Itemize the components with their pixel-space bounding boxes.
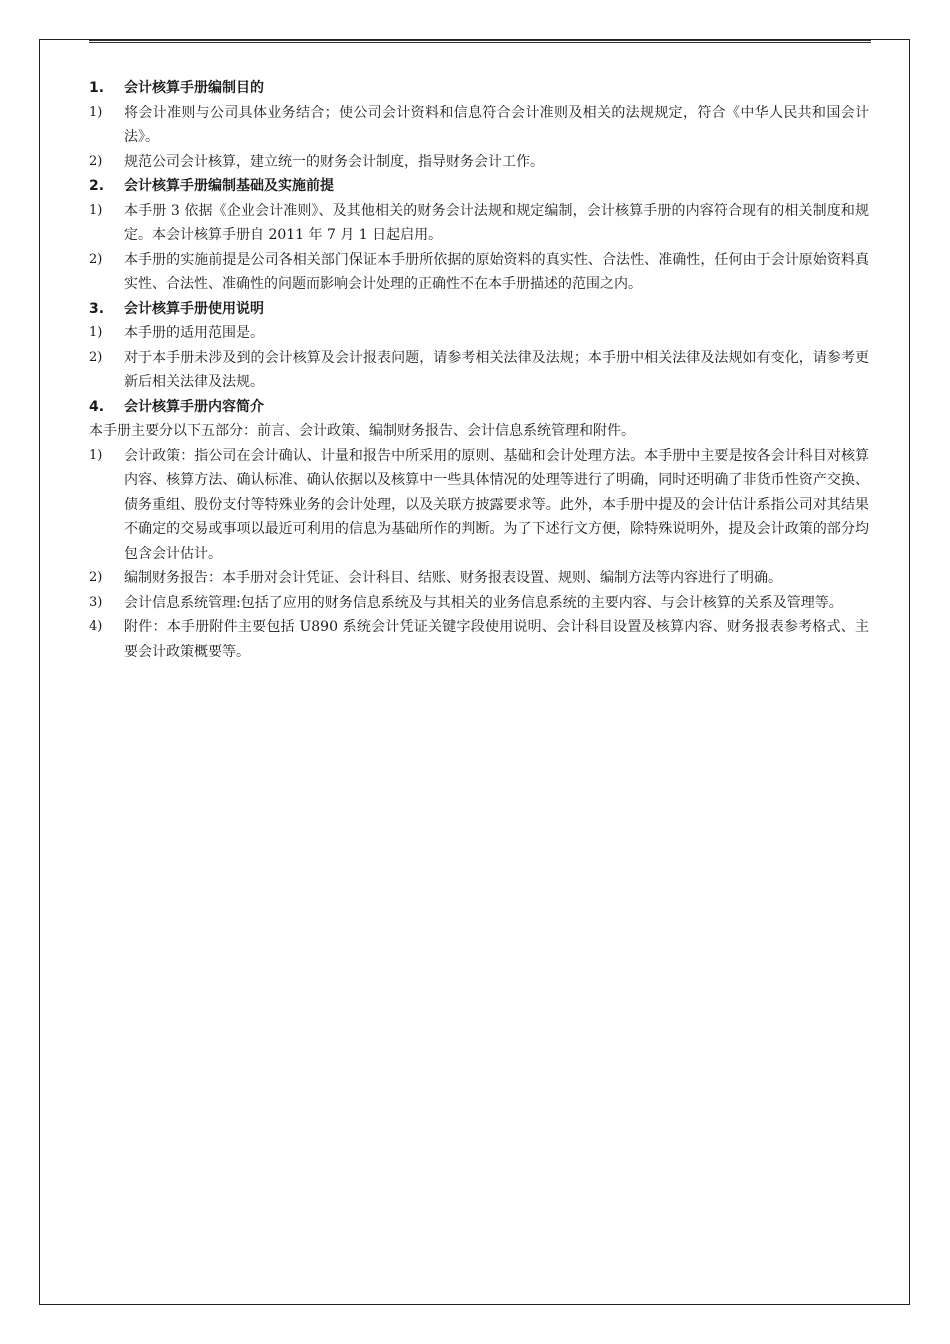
section-title: 会计核算手册编制基础及实施前提 xyxy=(124,178,334,194)
item-number: 1) xyxy=(89,104,103,120)
list-item xyxy=(89,615,869,664)
document-body xyxy=(89,76,869,664)
section-heading-contents xyxy=(89,395,869,420)
section-title: 会计核算手册编制目的 xyxy=(124,80,264,96)
list-item xyxy=(89,444,869,567)
list-item xyxy=(89,248,869,297)
list-item xyxy=(89,346,869,395)
header-rule xyxy=(89,40,871,43)
item-number: 1) xyxy=(89,202,103,218)
section-number: 2. xyxy=(89,178,105,194)
item-number: 1) xyxy=(89,325,103,340)
item-number: 3) xyxy=(89,594,103,610)
item-number: 2) xyxy=(89,153,103,169)
item-text: 本手册 3 依据《企业会计准则》、及其他相关的财务会计法规和规定编制，会计核算手册的内容符合现有的相关制度和规定。本会计核算手册自 2011 年 7 月 1 日起启用。 xyxy=(124,202,869,243)
list-item xyxy=(89,150,869,175)
section-number: 3. xyxy=(89,300,105,317)
item-number: 2) xyxy=(89,570,103,585)
list-item xyxy=(89,321,869,346)
item-number: 1) xyxy=(89,447,103,463)
list-item xyxy=(89,566,869,591)
item-number: 4) xyxy=(89,619,103,634)
item-text: 编制财务报告：本手册对会计凭证、会计科目、结账、财务报表设置、规则、编制方法等内容进行了明确。 xyxy=(124,570,782,586)
item-number: 2) xyxy=(89,349,103,365)
item-text: 本手册的适用范围是。 xyxy=(124,325,264,341)
section-heading-purpose xyxy=(89,76,869,101)
section-title: 会计核算手册内容简介 xyxy=(124,398,264,415)
item-text: 本手册的实施前提是公司各相关部门保证本手册所依据的原始资料的真实性、合法性、准确性，任何由于会计原始资料真实性、合法性、准确性的问题而影响会计处理的正确性不在本手册描述的范围之内。 xyxy=(124,251,869,292)
item-text: 将会计准则与公司具体业务结合；使公司会计资料和信息符合会计准则及相关的法规规定，符合《中华人民共和国会计法》。 xyxy=(124,104,869,145)
item-text: 附件：本手册附件主要包括 U890 系统会计凭证关键字段使用说明、会计科目设置及核算内容、财务报表参考格式、主要会计政策概要等。 xyxy=(124,619,869,660)
section-number: 4. xyxy=(89,398,105,415)
section-heading-usage xyxy=(89,297,869,322)
item-number: 2) xyxy=(89,251,103,267)
section-number: 1. xyxy=(89,80,105,96)
list-item xyxy=(89,101,869,150)
item-text: 对于本手册未涉及到的会计核算及会计报表问题，请参考相关法律及法规；本手册中相关法律及法规如有变化，请参考更新后相关法律及法规。 xyxy=(124,349,869,390)
list-item xyxy=(89,591,869,616)
item-text: 会计信息系统管理:包括了应用的财务信息系统及与其相关的业务信息系统的主要内容、与会计核算的关系及管理等。 xyxy=(124,594,843,611)
section-intro: 本手册主要分以下五部分：前言、会计政策、编制财务报告、会计信息系统管理和附件。 xyxy=(89,423,635,439)
list-item xyxy=(89,199,869,248)
section-heading-basis xyxy=(89,174,869,199)
item-text: 会计政策：指公司在会计确认、计量和报告中所采用的原则、基础和会计处理方法。本手册中主要是按各会计科目对核算内容、核算方法、确认标准、确认依据以及核算中一些具体情况的处理等进行了明确，同时还明确了非货币性资产交换、债务重组、股份支付等特殊业务的会计处理，以及关联方披露要求等。此外，本手册中提及的会计估计系指公司对其结果不确定的交易或事项以最近可利用的信息为基础所作的判断。为了下述行文方便，除特殊说明外，提及会计政策的部分均包含会计估计。 xyxy=(124,447,869,562)
section-title: 会计核算手册使用说明 xyxy=(124,300,264,317)
item-text: 规范公司会计核算，建立统一的财务会计制度，指导财务会计工作。 xyxy=(124,153,544,170)
